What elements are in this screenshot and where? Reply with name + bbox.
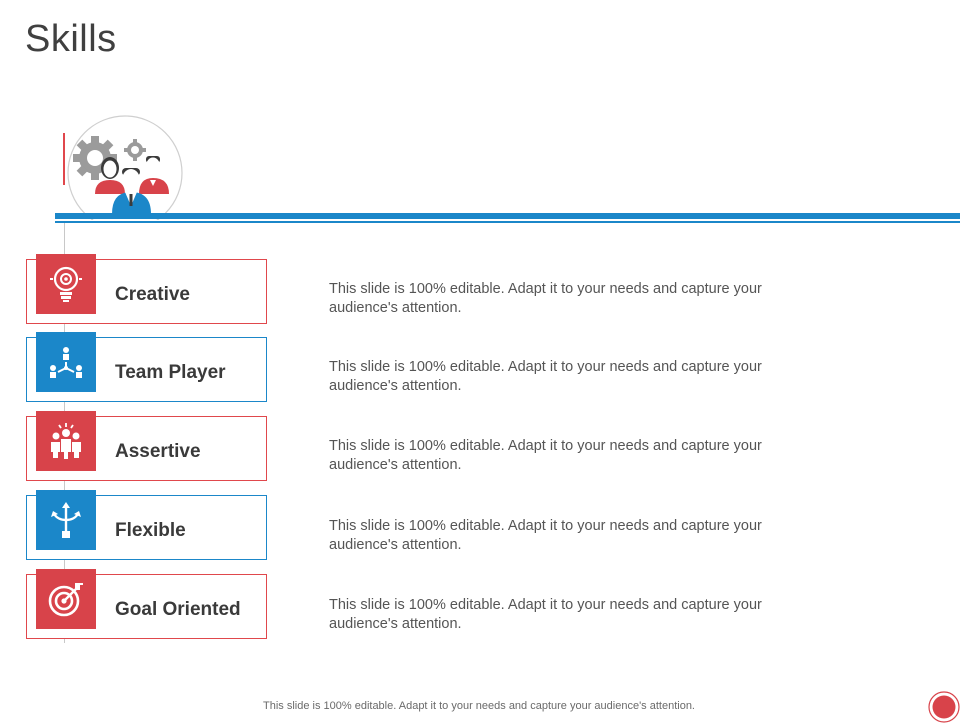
skill-card-team-player [26,337,267,402]
group-people-icon [36,411,96,471]
skill-card-flexible [26,495,267,560]
header-divider [55,213,960,219]
skill-card-assertive [26,416,267,481]
idea-bulb-icon [36,254,96,314]
skill-label: Assertive [115,441,201,462]
skill-label: Creative [115,284,190,305]
header-divider-thin [55,221,960,223]
skill-card-creative [26,259,267,324]
slide-badge-icon [926,690,960,724]
team-gears-icon [55,110,195,220]
skill-description: This slide is 100% editable. Adapt it to your needs and capture your audience's attention. [329,359,762,394]
page-title: Skills [25,18,117,60]
skill-description: This slide is 100% editable. Adapt it to your needs and capture your audience's attention. [329,281,762,316]
skill-label: Flexible [115,520,186,541]
target-dart-icon [36,569,96,629]
skill-label: Team Player [115,362,226,383]
skill-card-goal-oriented [26,574,267,639]
team-network-icon [36,332,96,392]
footer-note [0,700,960,712]
skill-description: This slide is 100% editable. Adapt it to your needs and capture your audience's attention. [329,518,762,553]
skill-description: This slide is 100% editable. Adapt it to your needs and capture your audience's attention. [329,597,762,632]
skill-description: This slide is 100% editable. Adapt it to your needs and capture your audience's attention. [329,438,762,473]
skill-label: Goal Oriented [115,599,241,620]
footer-text: This slide is 100% editable. Adapt it to your needs and capture your audience's attention. [263,700,695,712]
direction-arrows-icon [36,490,96,550]
